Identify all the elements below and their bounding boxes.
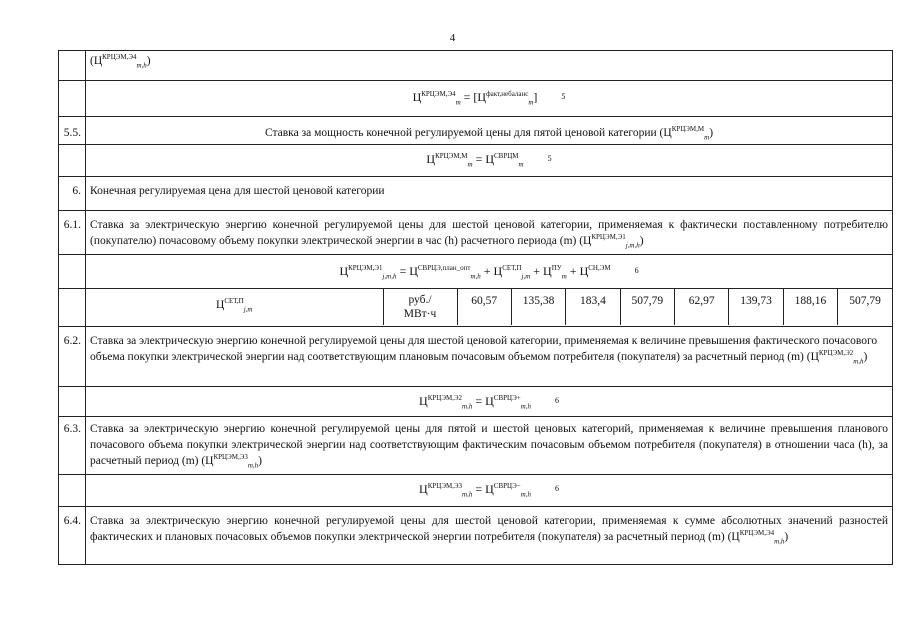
formula-row (59, 145, 893, 177)
price-value: 60,57 (457, 289, 511, 325)
formula-row (59, 387, 893, 417)
row-number: 6.4. (59, 507, 86, 565)
formula: $Ц^{КРЦЭМ,М}_m = Ц^{СВРЦМ}_m^5$ (86, 145, 893, 177)
table-row (59, 51, 893, 81)
row-text: $(Ц^{КРЦЭМ,Э4}_{m,h})$ (86, 51, 893, 81)
price-value: 183,4 (566, 289, 620, 325)
table-row (59, 327, 893, 387)
row-number: 6.1. (59, 211, 86, 255)
row-number: 6.3. (59, 417, 86, 475)
price-row (59, 289, 893, 327)
footnote-marker: 6 (634, 266, 639, 275)
row-number: 6. (59, 177, 86, 211)
table-row (59, 417, 893, 475)
footnote-marker: 5 (561, 92, 566, 101)
formula: $Ц^{КРЦЭМ,Э1}_{j,m,h} = Ц^{СВРЦЭ,план\_опт}_{m,h} + Ц^{СЕТ,П}_{j,m} + Ц^{ПУ}_m + Ц^{СН,ЭМ}$ $^6$ (86, 255, 893, 289)
table-row (59, 507, 893, 565)
footnote-marker: 6 (554, 396, 559, 405)
price-value: 139,73 (729, 289, 783, 325)
price-value: 188,16 (783, 289, 837, 325)
table-row (59, 117, 893, 145)
page-number: 4 (449, 32, 456, 44)
price-value: 135,38 (511, 289, 565, 325)
formula: $Ц^{КРЦЭМ,Э2}_{m,h} = Ц^{СВРЦЭ+}_{m,h}^6$ (86, 387, 893, 417)
row-text: Ставка за электрическую энергию конечной регулируемой цены для шестой ценовой категории, применяемая к сумме абсолютных значений разностей фактических и плановых почасовых объемов покупки электрической энергии потребителя (покупателя) за расчетный период (m) $(Ц^{КРЦЭМ,Э4}_{m,h})$ (86, 507, 893, 565)
price-table (86, 289, 892, 325)
tariff-table (58, 50, 893, 565)
row-text: Ставка за электрическую энергию конечной регулируемой цены для пятой и шестой ценовых категорий, применяемая к величине превышения планового почасового объема покупки электрической энергии над соответствующим фактическим почасовым объемом потребителя (покупателя) в отношении часа (h), за расчетный период (m) $(Ц^{КРЦЭМ,Э3}_{m,h})$ (86, 417, 893, 475)
row-text: Конечная регулируемая цена для шестой ценовой категории (86, 177, 893, 211)
price-unit: руб./ МВт·ч (383, 289, 457, 325)
formula: $Ц^{КРЦЭМ,Э3}_{m,h} = Ц^{СВРЦЭ-}_{m,h}^6$ (86, 475, 893, 507)
footnote-marker: 5 (547, 154, 552, 163)
price-value: 62,97 (675, 289, 729, 325)
row-number: 5.5. (59, 117, 86, 145)
formula-row (59, 475, 893, 507)
row-text: Ставка за мощность конечной регулируемой цены для пятой ценовой категории $(Ц^{КРЦЭМ,М}_m)$ (86, 117, 893, 145)
row-number: 6.2. (59, 327, 86, 387)
table-row (59, 211, 893, 255)
footnote-marker: 6 (554, 484, 559, 493)
price-symbol: $Ц^{СЕТ,П}_{j,m}$ (86, 289, 383, 325)
formula-row (59, 255, 893, 289)
price-value: 507,79 (620, 289, 674, 325)
price-value: 507,79 (838, 289, 892, 325)
formula-row (59, 81, 893, 117)
table-row (59, 177, 893, 211)
row-text: Ставка за электрическую энергию конечной регулируемой цены для шестой ценовой категории, применяемая к величине превышения фактического почасового объема покупки электрической энергии над соответствующим плановым почасовым объемом потребителя (покупателя) за расчетный период (m) $(Ц^{КРЦЭМ,Э2}_{m,h})$ (86, 327, 893, 387)
row-text: Ставка за электрическую энергию конечной регулируемой цены для шестой ценовой категории, применяемая к фактически поставленному потребителю (покупателю) почасовому объему покупки электрической энергии в час (h) расчетного периода (m) $(Ц^{КРЦЭМ,Э1}_{j,m,h})$ (86, 211, 893, 255)
formula: $Ц^{КРЦЭМ,Э4}_m = [Ц^{факт,небаланс}_m]$ $^5$ (86, 81, 893, 117)
